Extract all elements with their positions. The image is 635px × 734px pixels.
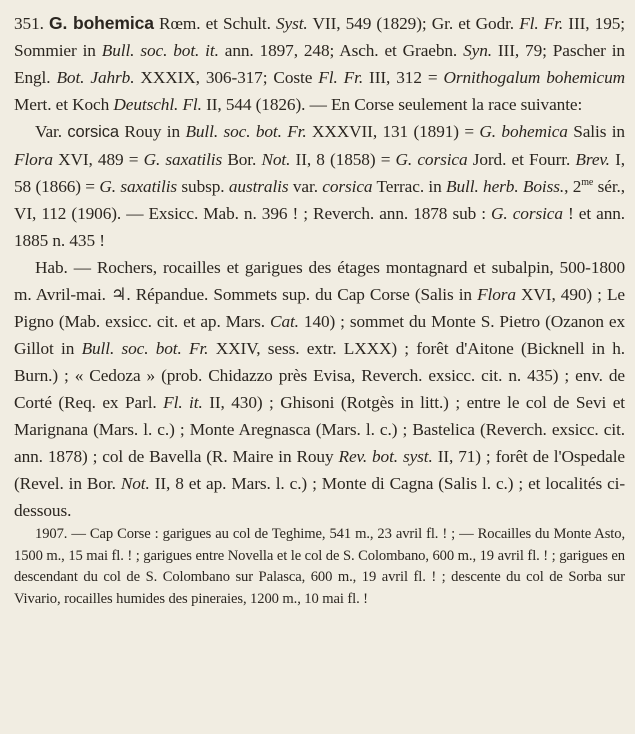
habitat-ref: Rev. bot. syst. <box>338 447 433 466</box>
variety-text: XVI, 489 = <box>52 150 144 169</box>
habitat-paragraph <box>14 254 625 524</box>
variety-synonym: G. saxatilis <box>99 177 178 196</box>
variety-text: II, 8 (1858) = <box>290 150 396 169</box>
superscript: me <box>581 177 594 189</box>
entry-ref: Deutschl. Fl. <box>113 95 202 114</box>
variety-name: corsica <box>67 123 119 141</box>
habitat-text: Hab. — Rochers, rocailles et garigues des étages montagnard et subalpin, 500-1800 m. Avril-mai. ♃. Répandue. Sommets sup. du Cap Corse (Salis in <box>14 258 625 304</box>
variety-text: ! et ann. 1885 n. 435 ! <box>14 204 625 250</box>
habitat-text: II, 8 et ap. Mars. l. c.) ; Monte di Cagna (Salis l. c.) ; et localités ci-dessous. <box>14 474 625 520</box>
entry-ref: Syst. <box>276 14 308 33</box>
entry-text: III, 79; Pascher in Engl. <box>14 41 625 87</box>
entry-number: 351. <box>14 14 44 33</box>
entry-text: III, 195; Sommier in <box>14 14 625 60</box>
variety-prefix: Var. <box>35 122 68 141</box>
entry-text: III, 312 = <box>363 68 444 87</box>
species-entry <box>14 10 625 118</box>
variety-synonym: G. saxatilis <box>143 150 223 169</box>
entry-ref: Fl. Fr. <box>318 68 364 87</box>
entry-synonym: Ornithogalum bohemicum <box>443 68 626 87</box>
variety-text: Terrac. in <box>372 177 447 196</box>
habitat-text: XXIV, sess. extr. LXXX) ; forêt d'Aitone (Bicknell in h. Burn.) ; « Cedoza » (prob. Chidazzo près Evisa, Reverch. exsicc. cit. n. 435) ; env. de Corté (Req. ex Parl. <box>14 339 625 412</box>
entry-text: VII, 549 (1829); Gr. et Godr. <box>307 14 520 33</box>
variety-text: Rouy in <box>118 122 186 141</box>
habitat-text: 140) ; sommet du Monte S. Pietro (Ozanon ex Gillot in <box>14 312 626 358</box>
variety-text: Salis in <box>567 122 625 141</box>
variety-text: Bor. <box>222 150 262 169</box>
collection-1907-paragraph: 1907. — Cap Corse : garigues au col de Teghime, 541 m., 23 avril fl. ! ; — Rocailles du Monte Asto, 1500 m., 15 mai fl. ! ; garigues entre Novella et le col de S. Colombano, 600 m., 19 avril fl. ! ; garigues en descendant du col de S. Colombano sur Palasca, 600 m., 19 avril fl. ! ; descente du col de Sorba sur Vivario, rocailles humides des pineraies, 1200 m., 10 mai fl. ! <box>14 526 625 607</box>
variety-ref: Bull. herb. Boiss. <box>446 177 565 196</box>
habitat-ref: Fl. it. <box>163 393 203 412</box>
variety-synonym: australis <box>228 177 289 196</box>
variety-synonym: G. corsica <box>395 150 468 169</box>
habitat-text: XVI, 490) ; Le Pigno (Mab. exsicc. cit. et ap. Mars. <box>14 285 625 331</box>
entry-ref: Bot. Jahrb. <box>56 68 135 87</box>
entry-text: Rœm. et Schult. <box>153 14 276 33</box>
entry-ref: Fl. Fr. <box>519 14 564 33</box>
variety-ref: Not. <box>261 150 291 169</box>
variety-ref: Bull. soc. bot. Fr. <box>185 122 307 141</box>
habitat-text: II, 71) ; forêt de l'Ospedale (Revel. in Bor. <box>14 447 625 493</box>
variety-ref: Brev. <box>575 150 610 169</box>
variety-text: I, 58 (1866) = <box>14 150 625 196</box>
entry-ref: Syn. <box>463 41 492 60</box>
variety-text: subsp. <box>177 177 229 196</box>
habitat-ref: Not. <box>120 474 150 493</box>
habitat-ref: Flora <box>477 285 516 304</box>
entry-text: II, 544 (1826). — En Corse seulement la race suivante: <box>201 95 583 114</box>
variety-synonym: corsica <box>322 177 373 196</box>
entry-text: XXXIX, 306-317; Coste <box>134 68 319 87</box>
entry-text: Mert. et Koch <box>14 95 114 114</box>
habitat-text: II, 430) ; Ghisoni (Rotgès in litt.) ; entre le col de Sevi et Marignana (Mars. l. c.) ; Monte Aregnasca (Mars. l. c.) ; Bastelica (Reverch. exsicc. cit. ann. 1878) ; col de Bavella (R. Maire in Rouy <box>14 393 625 466</box>
variety-text: Jord. et Fourr. <box>467 150 576 169</box>
variety-synonym: G. corsica <box>491 204 563 223</box>
variety-ref: Flora <box>14 150 53 169</box>
variety-text: , 2 <box>564 177 582 196</box>
variety-synonym: G. bohemica <box>479 122 568 141</box>
habitat-ref: Bull. soc. bot. Fr. <box>81 339 209 358</box>
variety-text: XXXVII, 131 (1891) = <box>306 122 480 141</box>
entry-ref: Bull. soc. bot. it. <box>101 41 219 60</box>
variety-entry <box>14 118 625 254</box>
variety-text: sér., VI, 112 (1906). — Exsicc. Mab. n. 396 ! ; Reverch. ann. 1878 sub : <box>14 177 625 223</box>
species-name: G. bohemica <box>49 13 154 33</box>
variety-text: var. <box>288 177 323 196</box>
entry-text: ann. 1897, 248; Asch. et Graebn. <box>218 41 464 60</box>
habitat-ref: Cat. <box>270 312 299 331</box>
